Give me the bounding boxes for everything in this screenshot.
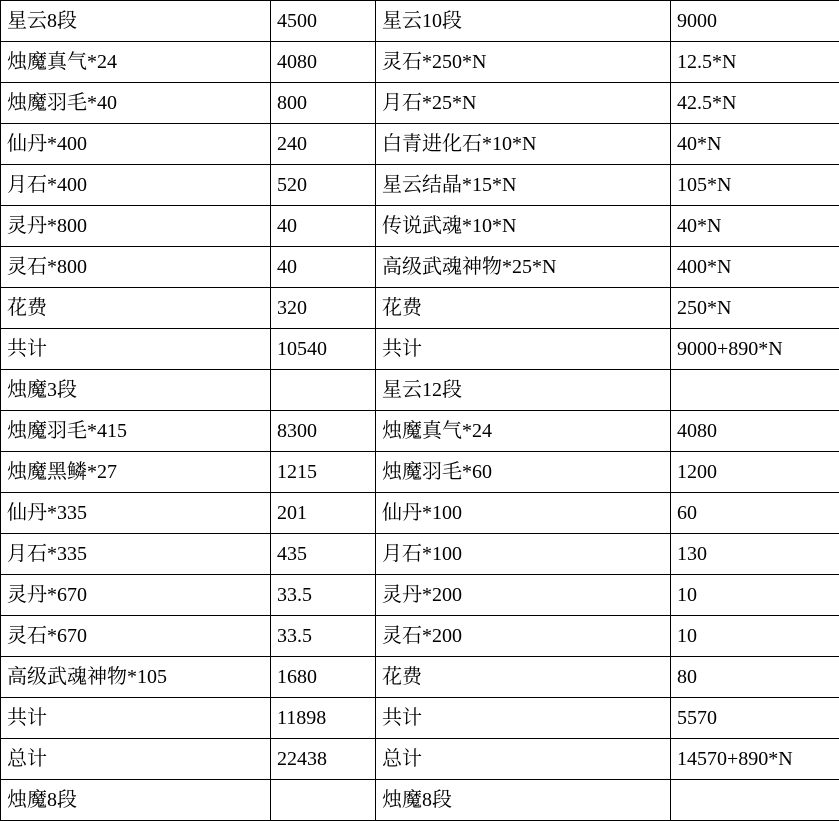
item-left-cell: 烛魔羽毛*415 <box>1 411 271 452</box>
value-right-cell <box>671 370 839 411</box>
value-right-cell: 14570+890*N <box>671 739 839 780</box>
cost-table-body <box>1 1 839 821</box>
table-row <box>1 288 839 329</box>
value-left-cell: 33.5 <box>271 616 376 657</box>
item-right-cell: 仙丹*100 <box>376 493 671 534</box>
table-row <box>1 452 839 493</box>
value-right-cell: 4080 <box>671 411 839 452</box>
item-left-cell: 花费 <box>1 288 271 329</box>
value-right-cell: 10 <box>671 616 839 657</box>
table-row <box>1 124 839 165</box>
item-right-cell: 花费 <box>376 657 671 698</box>
item-left-cell: 灵石*800 <box>1 247 271 288</box>
table-row <box>1 411 839 452</box>
item-left-cell: 灵石*670 <box>1 616 271 657</box>
item-left-cell: 烛魔3段 <box>1 370 271 411</box>
table-row <box>1 329 839 370</box>
item-left-cell: 烛魔真气*24 <box>1 42 271 83</box>
value-right-cell: 9000+890*N <box>671 329 839 370</box>
value-left-cell: 8300 <box>271 411 376 452</box>
table-row <box>1 698 839 739</box>
item-right-cell: 共计 <box>376 329 671 370</box>
value-left-cell: 11898 <box>271 698 376 739</box>
value-left-cell <box>271 370 376 411</box>
item-left-cell: 烛魔黑鳞*27 <box>1 452 271 493</box>
item-left-cell: 总计 <box>1 739 271 780</box>
item-right-cell: 总计 <box>376 739 671 780</box>
value-right-cell: 12.5*N <box>671 42 839 83</box>
value-left-cell: 520 <box>271 165 376 206</box>
item-right-cell: 星云12段 <box>376 370 671 411</box>
value-right-cell: 250*N <box>671 288 839 329</box>
table-row <box>1 575 839 616</box>
value-left-cell: 40 <box>271 247 376 288</box>
item-left-cell: 灵丹*800 <box>1 206 271 247</box>
item-left-cell: 灵丹*670 <box>1 575 271 616</box>
item-right-cell: 星云10段 <box>376 1 671 42</box>
value-right-cell: 1200 <box>671 452 839 493</box>
value-right-cell: 130 <box>671 534 839 575</box>
value-right-cell: 9000 <box>671 1 839 42</box>
item-left-cell: 月石*400 <box>1 165 271 206</box>
table-row <box>1 534 839 575</box>
value-left-cell: 4080 <box>271 42 376 83</box>
value-right-cell: 5570 <box>671 698 839 739</box>
item-right-cell: 灵石*200 <box>376 616 671 657</box>
item-right-cell: 月石*25*N <box>376 83 671 124</box>
table-row <box>1 657 839 698</box>
value-right-cell: 40*N <box>671 206 839 247</box>
value-right-cell: 40*N <box>671 124 839 165</box>
value-right-cell: 80 <box>671 657 839 698</box>
value-left-cell: 320 <box>271 288 376 329</box>
value-left-cell: 4500 <box>271 1 376 42</box>
value-right-cell: 105*N <box>671 165 839 206</box>
item-left-cell: 共计 <box>1 329 271 370</box>
item-left-cell: 烛魔羽毛*40 <box>1 83 271 124</box>
item-right-cell: 烛魔8段 <box>376 780 671 821</box>
item-left-cell: 仙丹*400 <box>1 124 271 165</box>
item-left-cell: 星云8段 <box>1 1 271 42</box>
value-left-cell: 22438 <box>271 739 376 780</box>
value-left-cell: 435 <box>271 534 376 575</box>
table-row <box>1 206 839 247</box>
value-left-cell: 240 <box>271 124 376 165</box>
value-right-cell <box>671 780 839 821</box>
item-right-cell: 白青进化石*10*N <box>376 124 671 165</box>
item-left-cell: 烛魔8段 <box>1 780 271 821</box>
item-right-cell: 烛魔羽毛*60 <box>376 452 671 493</box>
item-right-cell: 高级武魂神物*25*N <box>376 247 671 288</box>
item-left-cell: 月石*335 <box>1 534 271 575</box>
item-right-cell: 星云结晶*15*N <box>376 165 671 206</box>
value-right-cell: 42.5*N <box>671 83 839 124</box>
value-right-cell: 10 <box>671 575 839 616</box>
item-right-cell: 花费 <box>376 288 671 329</box>
value-left-cell: 201 <box>271 493 376 534</box>
item-left-cell: 共计 <box>1 698 271 739</box>
value-left-cell: 33.5 <box>271 575 376 616</box>
table-row <box>1 247 839 288</box>
value-left-cell <box>271 780 376 821</box>
table-row <box>1 83 839 124</box>
value-right-cell: 60 <box>671 493 839 534</box>
item-right-cell: 传说武魂*10*N <box>376 206 671 247</box>
value-right-cell: 400*N <box>671 247 839 288</box>
value-left-cell: 1680 <box>271 657 376 698</box>
table-row <box>1 165 839 206</box>
value-left-cell: 1215 <box>271 452 376 493</box>
table-row <box>1 1 839 42</box>
value-left-cell: 10540 <box>271 329 376 370</box>
table-row <box>1 616 839 657</box>
item-left-cell: 高级武魂神物*105 <box>1 657 271 698</box>
value-left-cell: 800 <box>271 83 376 124</box>
item-left-cell: 仙丹*335 <box>1 493 271 534</box>
table-row <box>1 493 839 534</box>
item-right-cell: 月石*100 <box>376 534 671 575</box>
item-right-cell: 烛魔真气*24 <box>376 411 671 452</box>
item-right-cell: 灵丹*200 <box>376 575 671 616</box>
table-row <box>1 370 839 411</box>
item-right-cell: 灵石*250*N <box>376 42 671 83</box>
value-left-cell: 40 <box>271 206 376 247</box>
table-row <box>1 780 839 821</box>
table-row <box>1 739 839 780</box>
table-row <box>1 42 839 83</box>
item-right-cell: 共计 <box>376 698 671 739</box>
